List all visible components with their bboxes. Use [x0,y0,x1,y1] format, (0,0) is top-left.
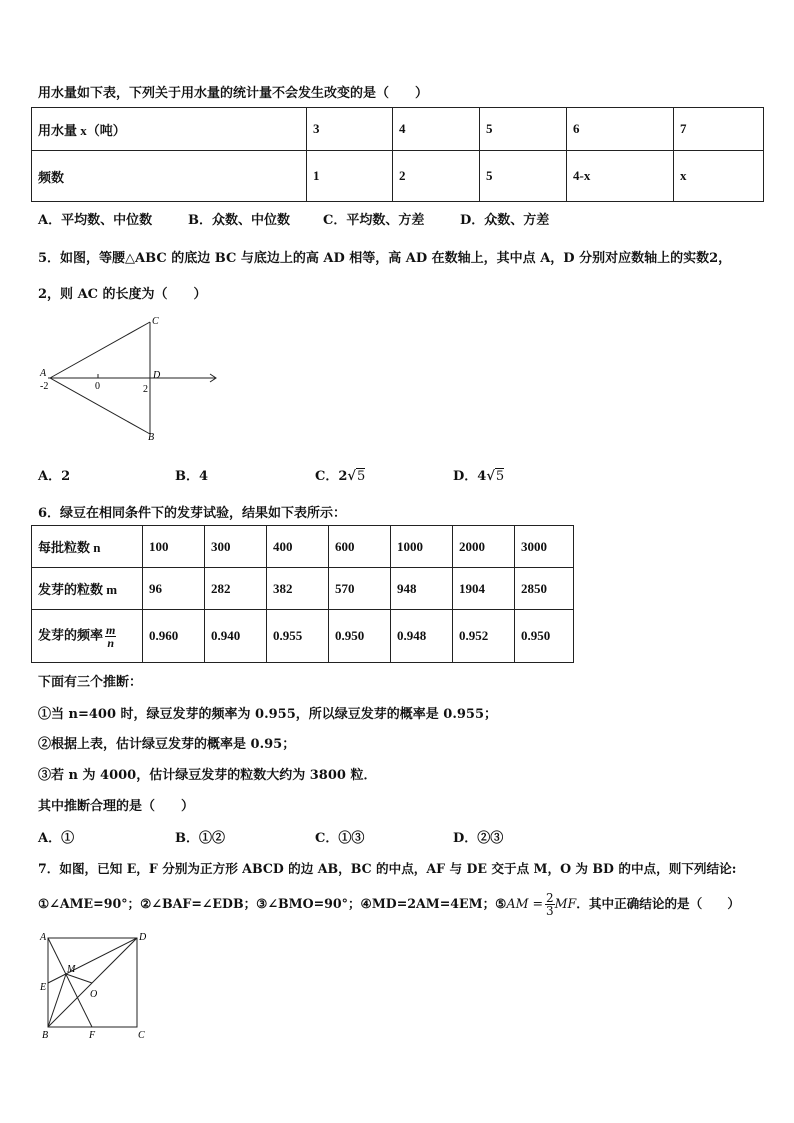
q6-cell: 2000 [453,526,515,568]
label-e: E [40,982,47,993]
q6-table-row [32,610,574,663]
q5-option-c-radicand: 5 [356,469,366,484]
label-zero: 0 [95,381,100,392]
q4-cell: 1 [307,151,393,202]
q5-figure [30,312,230,447]
q4-cell: 频数 [32,151,307,202]
label-a: A [40,368,47,379]
q6-frequency-label: 发芽的频率 [38,626,104,642]
label-b: B [148,432,155,443]
q6-inference-1: ①当 n=400 时，绿豆发芽的频率为 0.955，所以绿豆发芽的概率是 0.955； [38,707,497,722]
segment-ab [50,378,150,434]
q6-cell: 96 [143,568,205,610]
label-d: D [139,932,147,943]
q6-cell: 570 [329,568,391,610]
q6-table-row [32,568,574,610]
segment-de [48,938,137,983]
frac-den: 3 [546,904,554,918]
q4-option-c: C．平均数、方差 [323,213,425,228]
q6-cell: 0.955 [267,610,329,663]
q5-option-d-radicand: 5 [495,469,505,484]
q5-option-a: A．2 [38,469,71,484]
q6-cell: 2850 [515,568,574,610]
q6-cell: 0.948 [391,610,453,663]
q4-cell: 5 [480,151,567,202]
label-c: C [138,1030,145,1041]
frac-num: 2 [546,891,554,905]
q4-option-d: D．众数、方差 [460,213,550,228]
q6-inference-3: ③若 n 为 4000，估计绿豆发芽的粒数大约为 3800 粒． [38,768,377,783]
q7-expr-left: AM = [506,896,544,911]
q7-figure [32,928,152,1046]
q6-cell: 282 [205,568,267,610]
label-neg2: -2 [40,381,49,392]
label-f: F [89,1030,96,1041]
q4-cell: 用水量 x（吨） [32,108,307,151]
q6-intro: 6．绿豆在相同条件下的发芽试验，结果如下表所示： [38,506,347,521]
frac-num: m [106,622,116,637]
q4-option-b: B．众数、中位数 [188,213,290,228]
q4-table-row [32,151,764,202]
q4-intro: 用水量如下表，下列关于用水量的统计量不会发生改变的是（ ） [38,86,429,101]
q6-frequency-fraction [105,624,116,649]
q4-cell: 5 [480,108,567,151]
q4-table-row [32,108,764,151]
q5-option-d-prefix: D．4 [453,469,487,484]
q6-cell: 400 [267,526,329,568]
q7-fraction [545,892,555,917]
q7-expr-right: MF [554,896,577,911]
q6-cell: 100 [143,526,205,568]
segment-ac [50,322,150,378]
q6-cell: 1000 [391,526,453,568]
label-d: D [153,370,161,381]
q7-conclusions: ①∠AME=90°；②∠BAF=∠EDB；③∠BMO=90°；④MD=2AM=4EM；⑤ [38,896,507,911]
q6-cell: 0.950 [515,610,574,663]
q7-question-end: ．其中正确结论的是（ ） [576,896,741,911]
label-two: 2 [143,384,148,395]
q6-option-a: A．① [38,831,75,846]
label-o: O [90,989,98,1000]
q6-lead: 下面有三个推断： [38,675,143,690]
q5-option-b: B．4 [175,469,209,484]
frac-den: n [107,635,115,650]
q6-inference-2: ②根据上表，估计绿豆发芽的概率是 0.95； [38,737,296,752]
sqrt-icon: √ [486,469,495,484]
q6-cell-frequency-label [32,610,143,663]
segment-bd [48,938,137,1027]
label-a: A [40,932,47,943]
q7-text-line2 [38,892,740,917]
q6-cell: 382 [267,568,329,610]
q6-cell: 300 [205,526,267,568]
q6-cell: 0.952 [453,610,515,663]
q4-table [31,107,764,202]
q4-cell: 4 [393,108,480,151]
q4-option-a: A．平均数、中位数 [38,213,153,228]
sqrt-icon: √ [347,469,356,484]
q6-cell: 0.940 [205,610,267,663]
q5-text-line1: 5．如图，等腰△ABC 的底边 BC 与底边上的高 AD 相等，高 AD 在数轴上，其中点 A，D 分别对应数轴上的实数2， [38,251,732,266]
q7-text-line1: 7．如图，已知 E，F 分别为正方形 ABCD 的边 AB，BC 的中点，AF 与 DE 交于点 M，O 为 BD 的中点，则下列结论: [38,861,737,876]
q5-option-c [315,465,365,484]
q6-option-c: C．①③ [315,831,365,846]
q4-cell: x [674,151,764,202]
q6-table-row [32,526,574,568]
q6-option-d: D．②③ [453,831,504,846]
q4-cell: 7 [674,108,764,151]
label-b: B [42,1030,49,1041]
q4-cell: 4-x [567,151,674,202]
q6-cell: 0.950 [329,610,391,663]
q6-cell: 发芽的粒数 m [32,568,143,610]
q6-question: 其中推断合理的是（ ） [38,799,195,814]
label-m: M [67,964,76,975]
q6-cell: 3000 [515,526,574,568]
segment-af [48,938,92,1027]
q6-cell: 0.960 [143,610,205,663]
q5-text-line2: 2，则 AC 的长度为（ ） [38,287,207,302]
q6-cell: 600 [329,526,391,568]
q4-cell: 6 [567,108,674,151]
label-c: C [152,316,159,327]
q6-cell: 每批粒数 n [32,526,143,568]
q5-option-d [453,465,504,484]
q6-cell: 948 [391,568,453,610]
q4-cell: 2 [393,151,480,202]
q5-option-c-prefix: C．2 [315,469,348,484]
q4-cell: 3 [307,108,393,151]
q6-table [31,525,574,663]
q6-option-b: B．①② [175,831,225,846]
q6-cell: 1904 [453,568,515,610]
